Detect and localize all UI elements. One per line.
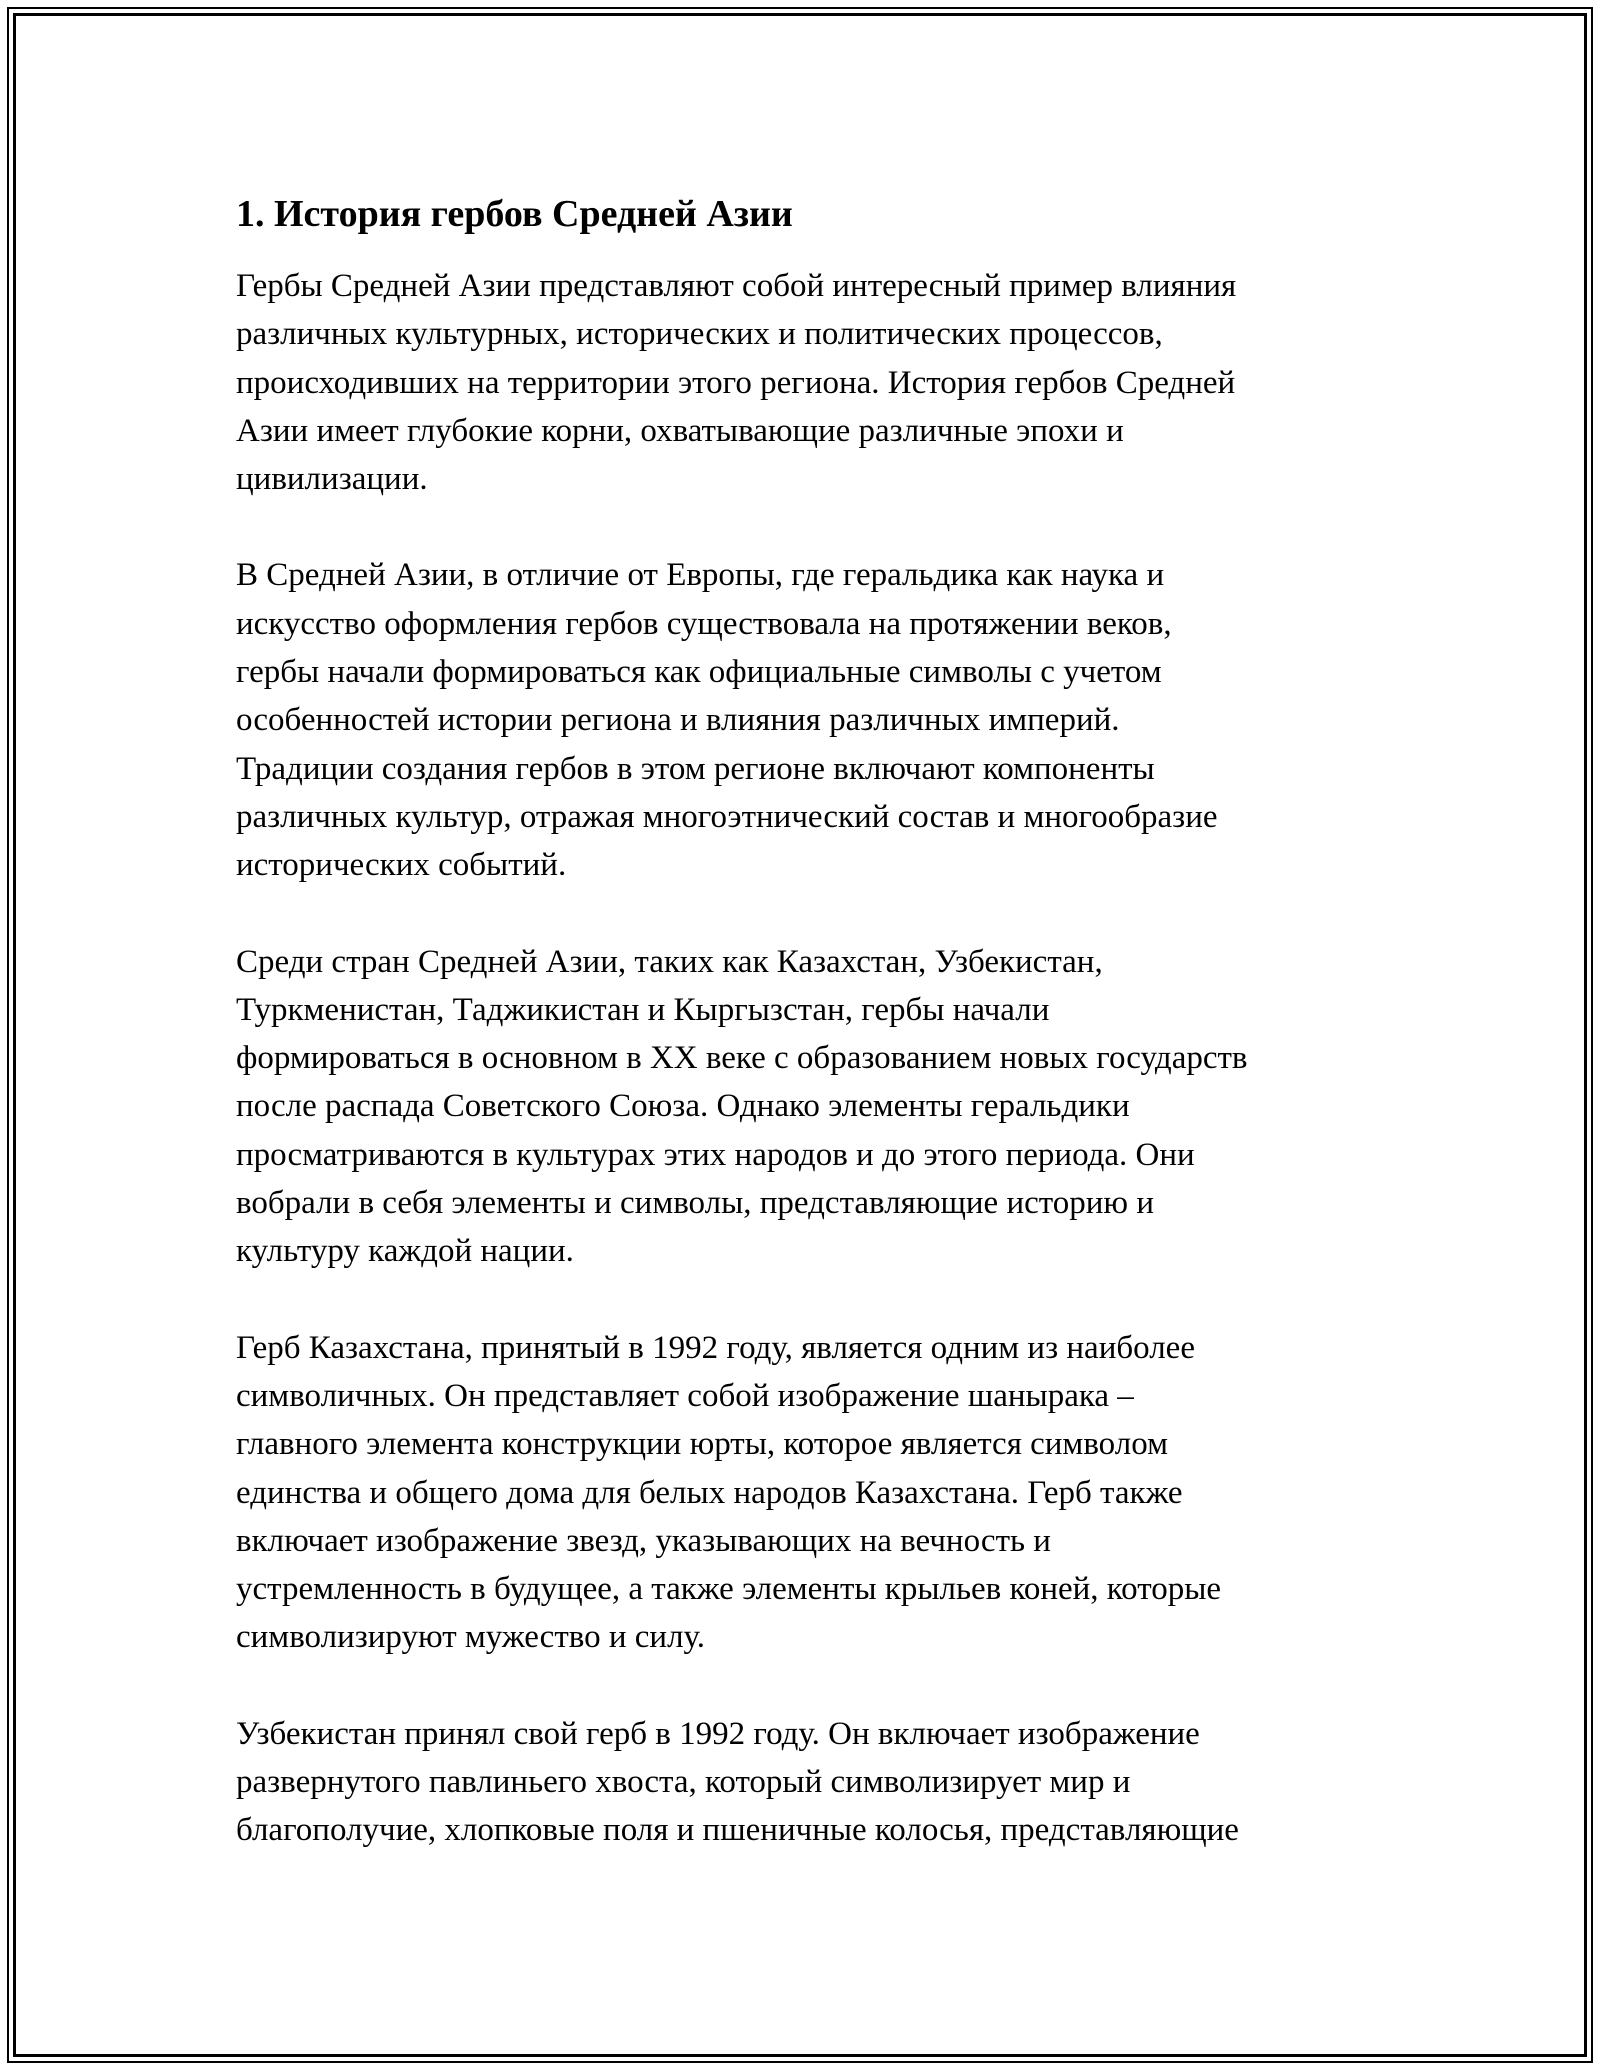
- text-line: Традиции создания гербов в этом регионе включают компоненты: [236, 750, 1155, 787]
- paragraph-europe-comparison: [236, 551, 1376, 889]
- text-line: различных культурных, исторических и политических процессов,: [236, 316, 1163, 353]
- text-line: происходивших на территории этого региона. История гербов Средней: [236, 364, 1236, 401]
- text-line: благополучие, хлопковые поля и пшеничные колосья, представляющие: [236, 1812, 1239, 1849]
- paragraph-uzbekistan: [236, 1710, 1376, 1855]
- text-line: различных культур, отражая многоэтнический состав и многообразие: [236, 798, 1218, 835]
- paragraph-intro: [236, 262, 1376, 503]
- text-line: Среди стран Средней Азии, таких как Казахстан, Узбекистан,: [236, 943, 1103, 980]
- text-line: особенностей истории региона и влияния различных империй.: [236, 702, 1120, 739]
- text-line: Узбекистан принял свой герб в 1992 году. Он включает изображение: [236, 1715, 1200, 1752]
- text-line: формироваться в основном в XX веке с образованием новых государств: [236, 1040, 1248, 1077]
- text-line: символизируют мужество и силу.: [236, 1619, 705, 1656]
- text-line: единства и общего дома для белых народов Казахстана. Герб также: [236, 1474, 1183, 1511]
- text-line: развернутого павлиньего хвоста, который символизирует мир и: [236, 1764, 1131, 1801]
- text-line: просматриваются в культурах этих народов и до этого периода. Они: [236, 1136, 1195, 1173]
- section-heading: 1. История гербов Средней Азии: [236, 193, 793, 235]
- text-line: Азии имеет глубокие корни, охватывающие различные эпохи и: [236, 412, 1124, 449]
- text-line: В Средней Азии, в отличие от Европы, где геральдика как наука и: [236, 557, 1165, 594]
- text-line: гербы начали формироваться как официальные символы с учетом: [236, 654, 1162, 691]
- text-line: включает изображение звезд, указывающих на вечность и: [236, 1522, 1051, 1559]
- text-line: вобрали в себя элементы и символы, представляющие историю и: [236, 1185, 1154, 1222]
- text-line: устремленность в будущее, а также элементы крыльев коней, которые: [236, 1571, 1222, 1608]
- document-body: [236, 182, 1376, 1903]
- text-line: цивилизации.: [236, 461, 428, 498]
- text-line: исторических событий.: [236, 847, 567, 884]
- text-line: Туркменистан, Таджикистан и Кыргызстан, гербы начали: [236, 991, 1050, 1028]
- text-line: искусство оформления гербов существовала на протяжении веков,: [236, 605, 1172, 642]
- text-line: символичных. Он представляет собой изображение шанырака –: [236, 1377, 1134, 1414]
- text-line: Гербы Средней Азии представляют собой интересный пример влияния: [236, 268, 1237, 304]
- text-line: после распада Советского Союза. Однако элементы геральдики: [236, 1088, 1130, 1125]
- text-line: культуру каждой нации.: [236, 1233, 574, 1270]
- text-line: Герб Казахстана, принятый в 1992 году, является одним из наиболее: [236, 1329, 1195, 1366]
- paragraph-kazakhstan: [236, 1324, 1376, 1662]
- text-line: главного элемента конструкции юрты, которое является символом: [236, 1426, 1168, 1463]
- paragraph-countries: [236, 938, 1376, 1276]
